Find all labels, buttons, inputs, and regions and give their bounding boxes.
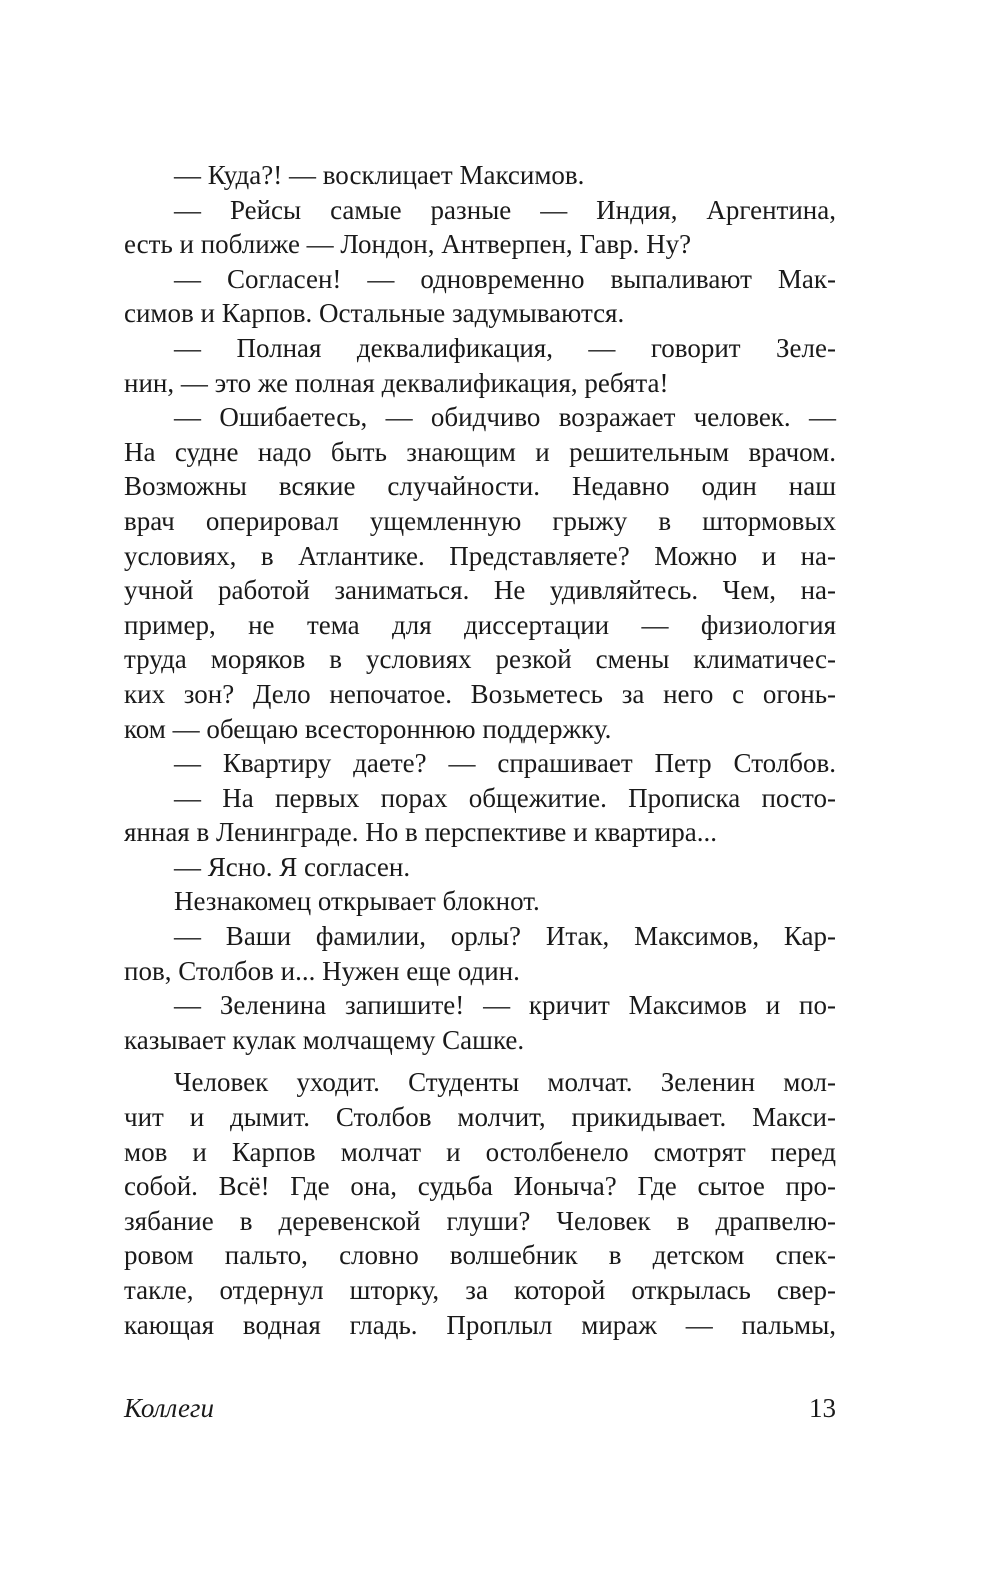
text-line: учной работой заниматься. Не удивляйтесь. Чем, на-: [124, 575, 836, 606]
text-line: — Ваши фамилии, орлы? Итак, Максимов, Кар-: [174, 921, 836, 952]
text-line: — Куда?! — восклицает Максимов.: [174, 160, 585, 190]
text-line: такле, отдернул шторку, за которой открылась свер-: [124, 1275, 836, 1305]
text-line: труда моряков в условиях резкой смены климатичес-: [124, 644, 836, 675]
text-line: собой. Всё! Где она, судьба Ионыча? Где сытое про-: [124, 1171, 836, 1202]
text-line: есть и поближе — Лондон, Антверпен, Гавр. Ну?: [124, 229, 692, 260]
text-line: На судне надо быть знающим и решительным врачом.: [124, 436, 836, 467]
text-line: — Квартиру даете? — спрашивает Петр Столбов.: [174, 748, 836, 779]
text-line: ровом пальто, словно волшебник в детском спек-: [124, 1240, 836, 1271]
text-line: условиях, в Атлантике. Представляете? Можно и на-: [124, 540, 836, 571]
text-line: янная в Ленинграде. Но в перспективе и квартира...: [124, 817, 717, 848]
text-line: зябание в деревенской глуши? Человек в драпвелю-: [124, 1205, 836, 1236]
text-line: — Полная деквалификация, — говорит Зеле-: [174, 332, 836, 363]
text-line: Человек уходит. Студенты молчат. Зеленин мол-: [174, 1067, 836, 1098]
text-line: пов, Столбов и... Нужен еще один.: [124, 955, 520, 986]
page-number: 13: [809, 1393, 836, 1423]
text-line: — Рейсы самые разные — Индия, Аргентина,: [174, 194, 836, 225]
text-line: — Ясно. Я согласен.: [174, 851, 411, 882]
text-line: кающая водная гладь. Проплыл мираж — пальмы,: [124, 1309, 836, 1340]
text-line: казывает кулак молчащему Сашке.: [124, 1024, 525, 1055]
body-text: [124, 158, 836, 1342]
text-line: ком — обещаю всестороннюю поддержку.: [124, 713, 612, 744]
text-line: пример, не тема для диссертации — физиология: [124, 609, 836, 640]
running-title: Коллеги: [124, 1393, 214, 1423]
text-line: — Ошибаетесь, — обидчиво возражает человек. —: [174, 402, 836, 433]
text-line: симов и Карпов. Остальные задумываются.: [124, 298, 625, 329]
text-line: — На первых порах общежитие. Прописка посто-: [174, 782, 836, 813]
text-line: Возможны всякие случайности. Недавно один наш: [124, 471, 836, 502]
text-line: врач оперировал ущемленную грыжу в штормовых: [124, 505, 836, 536]
text-line: нин, — это же полная деквалификация, ребята!: [124, 367, 669, 398]
page-footer: [124, 1388, 836, 1428]
text-line: — Зеленина запишите! — кричит Максимов и по-: [174, 990, 836, 1021]
text-line: ких зон? Дело непочатое. Возьметесь за него с огонь-: [124, 678, 836, 709]
text-line: чит и дымит. Столбов молчит, прикидывает. Макси-: [124, 1102, 836, 1133]
text-line: Незнакомец открывает блокнот.: [174, 886, 540, 917]
text-line: мов и Карпов молчат и остолбенело смотрят перед: [124, 1136, 836, 1167]
text-line: — Согласен! — одновременно выпаливают Мак-: [174, 263, 836, 294]
